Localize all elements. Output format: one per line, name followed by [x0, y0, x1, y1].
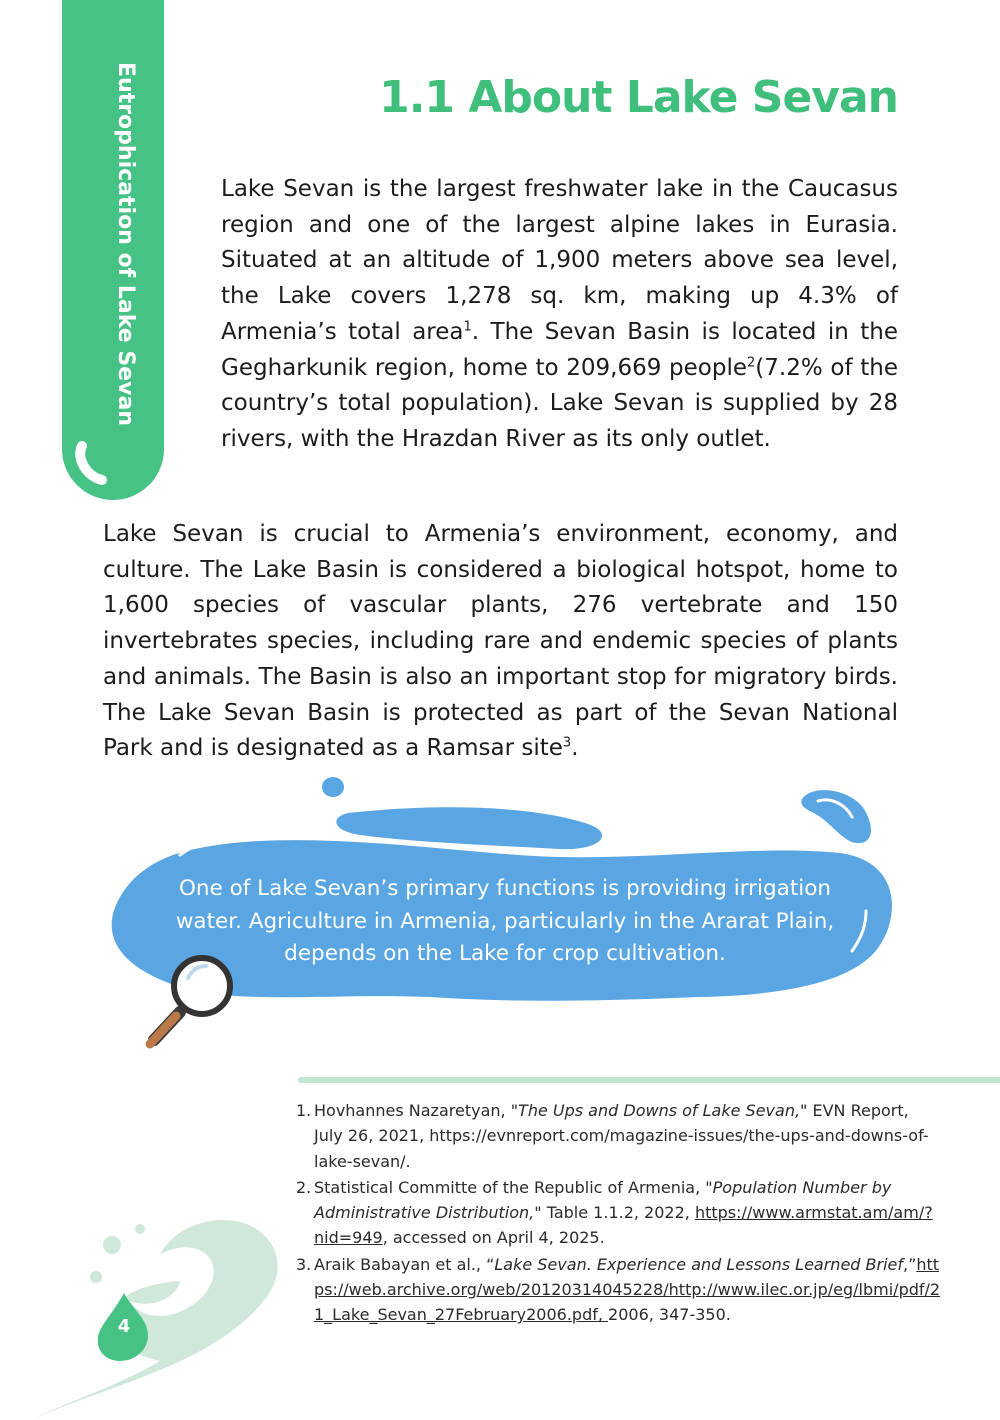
droplet-icon: [72, 440, 112, 490]
footnote-divider: [298, 1077, 1000, 1083]
footnote-ref-2[interactable]: 2: [747, 354, 756, 370]
intro-paragraph: Lake Sevan is the largest freshwater lake in the Caucasus region and one of the largest alpine lakes in Eurasia. Situated at an altitude of 1,900 meters above sea level, the Lake covers 1,278 sq. km, making up 4.3% of Armenia’s total area$^1$. The Sevan Basin is located in the Gegharkunik region, home to 209,669 people$^2$(7.2% of the country’s total population). Lake Sevan is supplied by 28 rivers, with the Hrazdan River as its only outlet.: [221, 176, 898, 452]
wave-decoration: [0, 1215, 300, 1420]
page-title: 1.1 About Lake Sevan: [379, 72, 898, 123]
footnote-list: [296, 1098, 941, 1329]
footnote-ref-1[interactable]: 1: [463, 319, 472, 335]
callout-text: One of Lake Sevan’s primary functions is providing irrigation water. Agriculture in Armenia, particularly in the Ararat Plain, depends on the Lake for crop cultivation.: [175, 876, 835, 966]
footnote-2-link[interactable]: https://www.armstat.am/am/?nid=949: [314, 1203, 933, 1248]
footnote-ref-3[interactable]: 3: [562, 735, 572, 751]
footnote-3: 3. Araik Babayan et al., “Lake Sevan. Experience and Lessons Learned Brief,”https://web.archive.org/web/20120314045228/http://www.ilec.or.jp/eg/lbmi/pdf/21_Lake_Sevan_27February2006.pdf, 2006, 347-350.: [296, 1254, 941, 1325]
footnote-2: 2. Statistical Committe of the Republic of Armenia, "Population Number by Administrative Distribution," Table 1.1.2, 2022, https://www.armstat.am/am/?nid=949, accessed on April 4, 2025.: [296, 1177, 933, 1248]
importance-paragraph: Lake Sevan is crucial to Armenia’s environment, economy, and culture. The Lake Basin is considered a biological hotspot, home to 1,600 species of vascular plants, 276 vertebrate and 150 invertebrates species, including rare and endemic species of plants and animals. The Basin is also an important stop for migratory birds. The Lake Sevan Basin is protected as part of the Sevan National Park and is designated as a Ramsar site$^3$.: [103, 521, 898, 762]
magnifying-glass-icon: [136, 948, 246, 1058]
footnote-3-link[interactable]: https://web.archive.org/web/20120314045228/http://www.ilec.or.jp/eg/lbmi/pdf/21_Lake_Sevan_27February2006.pdf,: [314, 1254, 941, 1325]
sidebar-label: Eutrophication of Lake Sevan: [113, 62, 138, 426]
page-number: 4: [117, 1316, 131, 1337]
footnote-1: 1. Hovhannes Nazaretyan, "The Ups and Downs of Lake Sevan," EVN Report, July 26, 2021, https://evnreport.com/magazine-issues/the-ups-and-downs-of-lake-sevan/.: [296, 1101, 929, 1171]
